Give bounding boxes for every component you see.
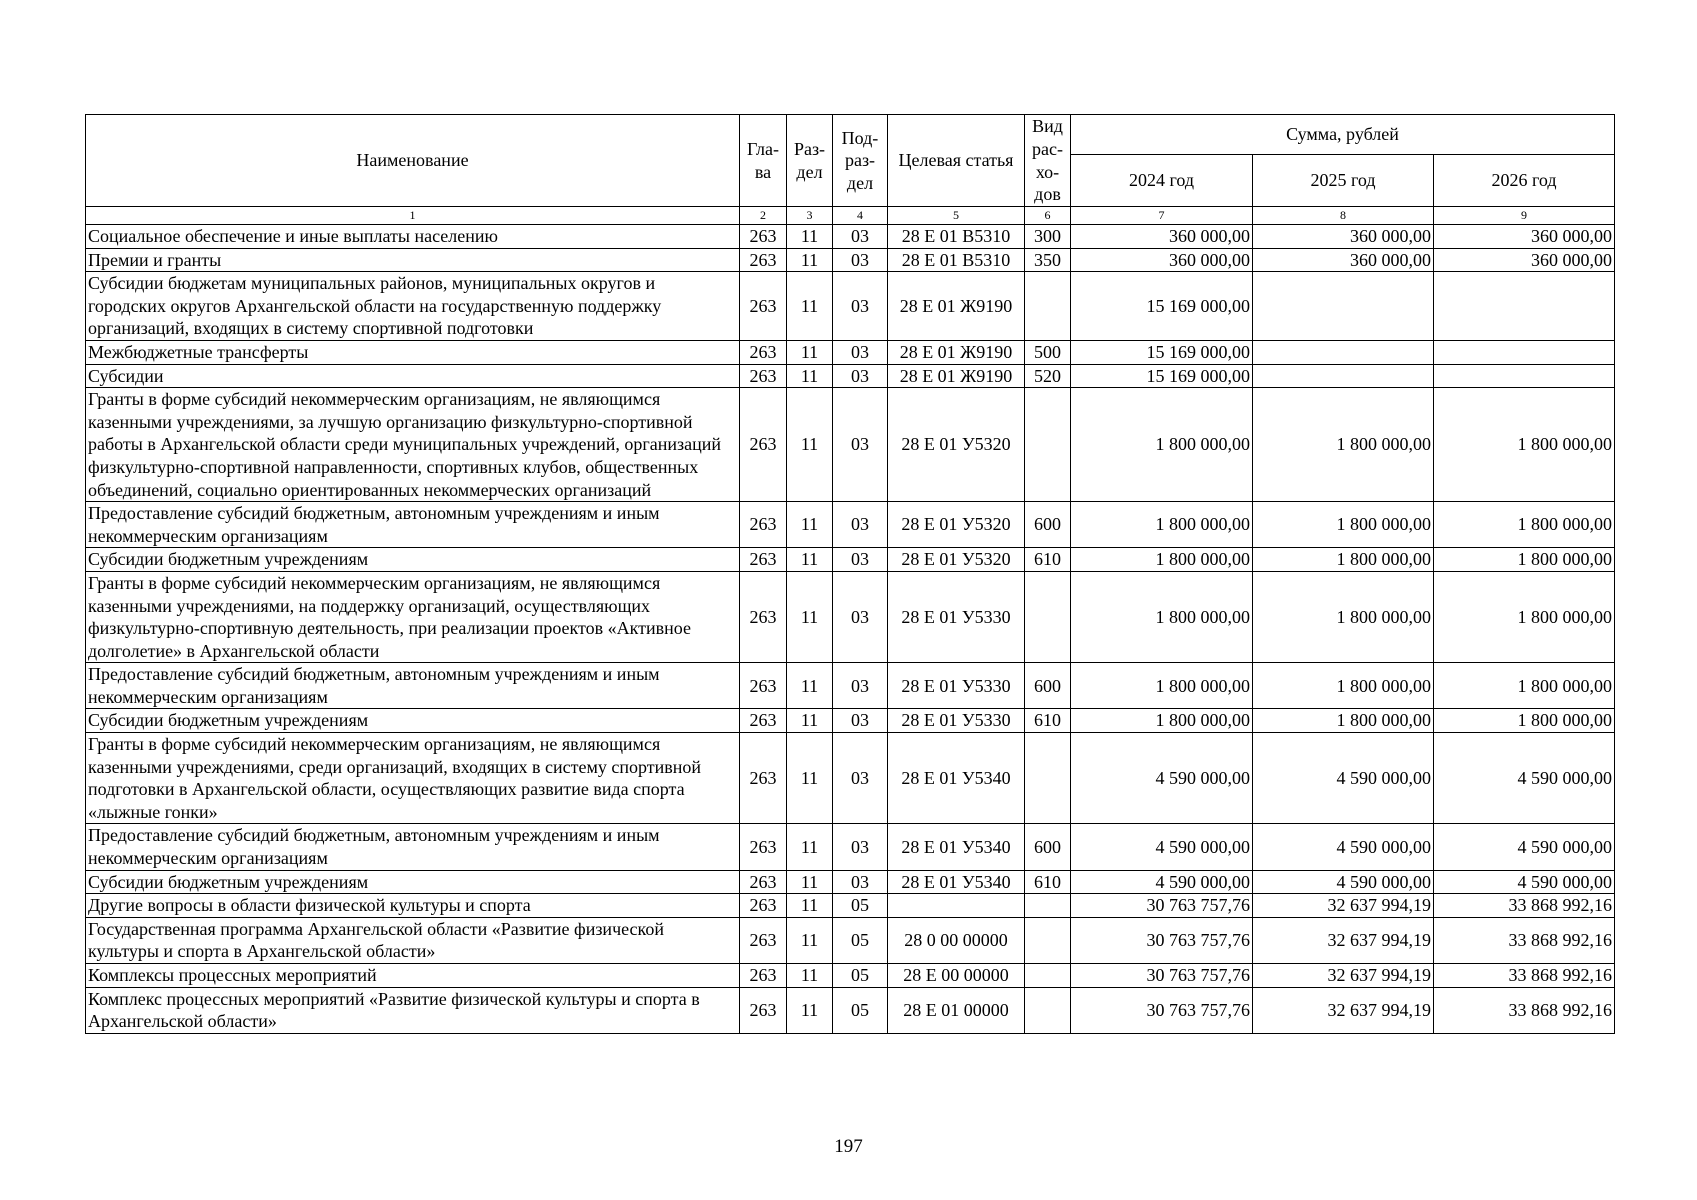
row-celevaya-statya: 28 Е 01 В5310 [888, 248, 1025, 272]
row-vid-rashodov: 600 [1025, 502, 1071, 548]
row-glava: 263 [740, 248, 787, 272]
row-sum-2025: 1 800 000,00 [1253, 571, 1434, 662]
row-name: Другие вопросы в области физической культуры и спорта [86, 894, 740, 918]
row-razdel: 11 [787, 870, 833, 894]
header-year-2026: 2026 год [1434, 155, 1615, 207]
column-number: 5 [888, 207, 1025, 225]
row-vid-rashodov: 610 [1025, 709, 1071, 733]
column-numbers-row [86, 207, 1615, 225]
row-podrazdel: 03 [833, 870, 888, 894]
row-sum-2025: 4 590 000,00 [1253, 870, 1434, 894]
row-name: Комплекс процессных мероприятий «Развитие физической культуры и спорта в Архангельской области» [86, 987, 740, 1033]
row-sum-2024: 15 169 000,00 [1071, 340, 1253, 364]
row-sum-2026: 360 000,00 [1434, 248, 1615, 272]
row-sum-2025 [1253, 272, 1434, 341]
row-glava: 263 [740, 987, 787, 1033]
row-podrazdel: 03 [833, 272, 888, 341]
table-row [86, 894, 1615, 918]
row-sum-2026: 1 800 000,00 [1434, 388, 1615, 502]
row-razdel: 11 [787, 964, 833, 988]
row-sum-2026 [1434, 364, 1615, 388]
row-sum-2024: 1 800 000,00 [1071, 502, 1253, 548]
row-sum-2024: 1 800 000,00 [1071, 571, 1253, 662]
column-number: 9 [1434, 207, 1615, 225]
header-name: Наименование [86, 115, 740, 207]
row-podrazdel: 03 [833, 548, 888, 572]
row-vid-rashodov: 520 [1025, 364, 1071, 388]
table-row [86, 824, 1615, 870]
row-name: Межбюджетные трансферты [86, 340, 740, 364]
row-sum-2026: 1 800 000,00 [1434, 709, 1615, 733]
row-razdel: 11 [787, 225, 833, 249]
row-razdel: 11 [787, 272, 833, 341]
table-row [86, 225, 1615, 249]
row-sum-2025: 32 637 994,19 [1253, 894, 1434, 918]
row-sum-2026: 33 868 992,16 [1434, 964, 1615, 988]
row-sum-2024: 30 763 757,76 [1071, 964, 1253, 988]
row-sum-2025: 1 800 000,00 [1253, 709, 1434, 733]
column-number: 6 [1025, 207, 1071, 225]
row-sum-2026: 1 800 000,00 [1434, 663, 1615, 709]
header-celevaya-statya: Целевая статья [888, 115, 1025, 207]
row-glava: 263 [740, 364, 787, 388]
column-number: 8 [1253, 207, 1434, 225]
row-sum-2026: 4 590 000,00 [1434, 824, 1615, 870]
table-row [86, 502, 1615, 548]
table-row [86, 964, 1615, 988]
row-sum-2025: 1 800 000,00 [1253, 388, 1434, 502]
row-sum-2024: 4 590 000,00 [1071, 870, 1253, 894]
table-row [86, 663, 1615, 709]
column-number: 7 [1071, 207, 1253, 225]
row-name: Субсидии бюджетам муниципальных районов, муниципальных округов и городских округов Архангельской области на государственную поддержку организаций, входящих в систему спортивной подготовки [86, 272, 740, 341]
table-row [86, 987, 1615, 1033]
table-row [86, 709, 1615, 733]
row-name: Премии и гранты [86, 248, 740, 272]
row-celevaya-statya: 28 Е 00 00000 [888, 964, 1025, 988]
row-sum-2026: 1 800 000,00 [1434, 571, 1615, 662]
page-number: 197 [834, 1136, 863, 1157]
row-vid-rashodov [1025, 964, 1071, 988]
row-razdel: 11 [787, 894, 833, 918]
row-podrazdel: 03 [833, 225, 888, 249]
row-razdel: 11 [787, 824, 833, 870]
row-glava: 263 [740, 225, 787, 249]
row-podrazdel: 03 [833, 340, 888, 364]
row-sum-2024: 15 169 000,00 [1071, 272, 1253, 341]
header-glava: Гла-ва [740, 115, 787, 207]
row-podrazdel: 03 [833, 709, 888, 733]
row-vid-rashodov [1025, 987, 1071, 1033]
row-vid-rashodov [1025, 917, 1071, 963]
row-glava: 263 [740, 917, 787, 963]
row-celevaya-statya: 28 Е 01 У5320 [888, 548, 1025, 572]
row-sum-2026: 4 590 000,00 [1434, 733, 1615, 824]
row-sum-2026 [1434, 340, 1615, 364]
row-name: Государственная программа Архангельской области «Развитие физической культуры и спорта в Архангельской области» [86, 917, 740, 963]
row-sum-2026: 33 868 992,16 [1434, 987, 1615, 1033]
row-name: Социальное обеспечение и иные выплаты населению [86, 225, 740, 249]
row-name: Субсидии бюджетным учреждениям [86, 548, 740, 572]
row-sum-2025 [1253, 340, 1434, 364]
row-name: Субсидии бюджетным учреждениям [86, 709, 740, 733]
row-sum-2025: 1 800 000,00 [1253, 663, 1434, 709]
row-celevaya-statya: 28 Е 01 У5330 [888, 709, 1025, 733]
row-vid-rashodov [1025, 894, 1071, 918]
row-sum-2025: 4 590 000,00 [1253, 733, 1434, 824]
row-podrazdel: 03 [833, 733, 888, 824]
table-row [86, 548, 1615, 572]
row-celevaya-statya: 28 Е 01 00000 [888, 987, 1025, 1033]
column-number: 3 [787, 207, 833, 225]
row-podrazdel: 05 [833, 917, 888, 963]
row-glava: 263 [740, 548, 787, 572]
table-row [86, 364, 1615, 388]
row-vid-rashodov: 600 [1025, 663, 1071, 709]
row-podrazdel: 03 [833, 824, 888, 870]
row-razdel: 11 [787, 502, 833, 548]
row-sum-2024: 1 800 000,00 [1071, 663, 1253, 709]
row-sum-2024: 1 800 000,00 [1071, 388, 1253, 502]
row-vid-rashodov: 610 [1025, 548, 1071, 572]
row-sum-2025: 1 800 000,00 [1253, 502, 1434, 548]
table-row [86, 917, 1615, 963]
row-glava: 263 [740, 340, 787, 364]
row-name: Предоставление субсидий бюджетным, автономным учреждениям и иным некоммерческим организациям [86, 663, 740, 709]
row-vid-rashodov: 500 [1025, 340, 1071, 364]
budget-table [85, 114, 1615, 1034]
row-podrazdel: 05 [833, 894, 888, 918]
row-vid-rashodov [1025, 733, 1071, 824]
row-sum-2026: 1 800 000,00 [1434, 502, 1615, 548]
row-sum-2026: 360 000,00 [1434, 225, 1615, 249]
row-razdel: 11 [787, 663, 833, 709]
row-glava: 263 [740, 870, 787, 894]
row-sum-2024: 30 763 757,76 [1071, 917, 1253, 963]
row-sum-2025 [1253, 364, 1434, 388]
row-glava: 263 [740, 964, 787, 988]
row-sum-2024: 4 590 000,00 [1071, 733, 1253, 824]
row-podrazdel: 03 [833, 663, 888, 709]
row-sum-2024: 30 763 757,76 [1071, 894, 1253, 918]
row-celevaya-statya: 28 Е 01 У5320 [888, 502, 1025, 548]
row-vid-rashodov [1025, 571, 1071, 662]
row-podrazdel: 03 [833, 248, 888, 272]
row-celevaya-statya: 28 Е 01 У5330 [888, 663, 1025, 709]
row-sum-2024: 15 169 000,00 [1071, 364, 1253, 388]
row-razdel: 11 [787, 987, 833, 1033]
row-celevaya-statya: 28 Е 01 У5340 [888, 824, 1025, 870]
row-sum-2026: 33 868 992,16 [1434, 917, 1615, 963]
table-row [86, 272, 1615, 341]
row-vid-rashodov: 350 [1025, 248, 1071, 272]
row-vid-rashodov: 600 [1025, 824, 1071, 870]
header-podrazdel: Под-раз-дел [833, 115, 888, 207]
row-podrazdel: 03 [833, 364, 888, 388]
row-sum-2025: 4 590 000,00 [1253, 824, 1434, 870]
table-row [86, 733, 1615, 824]
row-sum-2024: 1 800 000,00 [1071, 548, 1253, 572]
row-name: Комплексы процессных мероприятий [86, 964, 740, 988]
row-glava: 263 [740, 709, 787, 733]
table-row [86, 248, 1615, 272]
header-summa: Сумма, рублей [1071, 115, 1615, 155]
row-razdel: 11 [787, 388, 833, 502]
row-glava: 263 [740, 502, 787, 548]
row-sum-2024: 360 000,00 [1071, 225, 1253, 249]
row-glava: 263 [740, 894, 787, 918]
row-celevaya-statya: 28 Е 01 Ж9190 [888, 340, 1025, 364]
row-razdel: 11 [787, 340, 833, 364]
row-sum-2026: 4 590 000,00 [1434, 870, 1615, 894]
row-vid-rashodov [1025, 272, 1071, 341]
column-number: 2 [740, 207, 787, 225]
row-name: Предоставление субсидий бюджетным, автономным учреждениям и иным некоммерческим организациям [86, 502, 740, 548]
row-razdel: 11 [787, 248, 833, 272]
row-celevaya-statya: 28 Е 01 В5310 [888, 225, 1025, 249]
row-sum-2025: 32 637 994,19 [1253, 964, 1434, 988]
row-podrazdel: 03 [833, 388, 888, 502]
row-glava: 263 [740, 824, 787, 870]
row-razdel: 11 [787, 733, 833, 824]
row-celevaya-statya: 28 Е 01 У5340 [888, 870, 1025, 894]
row-podrazdel: 05 [833, 964, 888, 988]
row-sum-2025: 360 000,00 [1253, 225, 1434, 249]
row-name: Субсидии бюджетным учреждениям [86, 870, 740, 894]
table-row [86, 388, 1615, 502]
table-row [86, 340, 1615, 364]
row-podrazdel: 05 [833, 987, 888, 1033]
row-celevaya-statya: 28 Е 01 Ж9190 [888, 364, 1025, 388]
row-razdel: 11 [787, 548, 833, 572]
row-glava: 263 [740, 571, 787, 662]
row-razdel: 11 [787, 571, 833, 662]
row-glava: 263 [740, 272, 787, 341]
row-name: Гранты в форме субсидий некоммерческим организациям, не являющимся казенными учреждениями, за лучшую организацию физкультурно-спортивной работы в Архангельской области среди муниципальных учреждений, организаций физкультурно-спортивной направленности, спортивных клубов, общественных объединений, социально ориентированных некоммерческих организаций [86, 388, 740, 502]
column-number: 1 [86, 207, 740, 225]
row-celevaya-statya [888, 894, 1025, 918]
row-glava: 263 [740, 733, 787, 824]
row-vid-rashodov: 300 [1025, 225, 1071, 249]
table-body [86, 225, 1615, 1034]
header-year-2024: 2024 год [1071, 155, 1253, 207]
row-sum-2025: 1 800 000,00 [1253, 548, 1434, 572]
table-row [86, 870, 1615, 894]
row-razdel: 11 [787, 709, 833, 733]
row-sum-2026: 1 800 000,00 [1434, 548, 1615, 572]
row-name: Предоставление субсидий бюджетным, автономным учреждениям и иным некоммерческим организациям [86, 824, 740, 870]
row-celevaya-statya: 28 0 00 00000 [888, 917, 1025, 963]
row-vid-rashodov [1025, 388, 1071, 502]
row-sum-2026 [1434, 272, 1615, 341]
row-vid-rashodov: 610 [1025, 870, 1071, 894]
row-name: Гранты в форме субсидий некоммерческим организациям, не являющимся казенными учреждениями, на поддержку организаций, осуществляющих физкультурно-спортивную деятельность, при реализации проектов «Активное долголетие» в Архангельской области [86, 571, 740, 662]
row-podrazdel: 03 [833, 571, 888, 662]
row-sum-2025: 360 000,00 [1253, 248, 1434, 272]
row-sum-2025: 32 637 994,19 [1253, 917, 1434, 963]
header-year-2025: 2025 год [1253, 155, 1434, 207]
header-vid-rashodov: Вид рас-хо-дов [1025, 115, 1071, 207]
row-celevaya-statya: 28 Е 01 У5340 [888, 733, 1025, 824]
row-celevaya-statya: 28 Е 01 У5330 [888, 571, 1025, 662]
header-razdel: Раз-дел [787, 115, 833, 207]
row-glava: 263 [740, 388, 787, 502]
row-celevaya-statya: 28 Е 01 У5320 [888, 388, 1025, 502]
row-sum-2024: 30 763 757,76 [1071, 987, 1253, 1033]
column-number: 4 [833, 207, 888, 225]
row-podrazdel: 03 [833, 502, 888, 548]
row-name: Субсидии [86, 364, 740, 388]
row-razdel: 11 [787, 364, 833, 388]
row-sum-2024: 1 800 000,00 [1071, 709, 1253, 733]
row-razdel: 11 [787, 917, 833, 963]
row-sum-2024: 4 590 000,00 [1071, 824, 1253, 870]
row-sum-2026: 33 868 992,16 [1434, 894, 1615, 918]
row-sum-2024: 360 000,00 [1071, 248, 1253, 272]
row-glava: 263 [740, 663, 787, 709]
row-celevaya-statya: 28 Е 01 Ж9190 [888, 272, 1025, 341]
row-sum-2025: 32 637 994,19 [1253, 987, 1434, 1033]
table-row [86, 571, 1615, 662]
row-name: Гранты в форме субсидий некоммерческим организациям, не являющимся казенными учреждениями, среди организаций, входящих в систему спортивной подготовки в Архангельской области, осуществляющих развитие вида спорта «лыжные гонки» [86, 733, 740, 824]
